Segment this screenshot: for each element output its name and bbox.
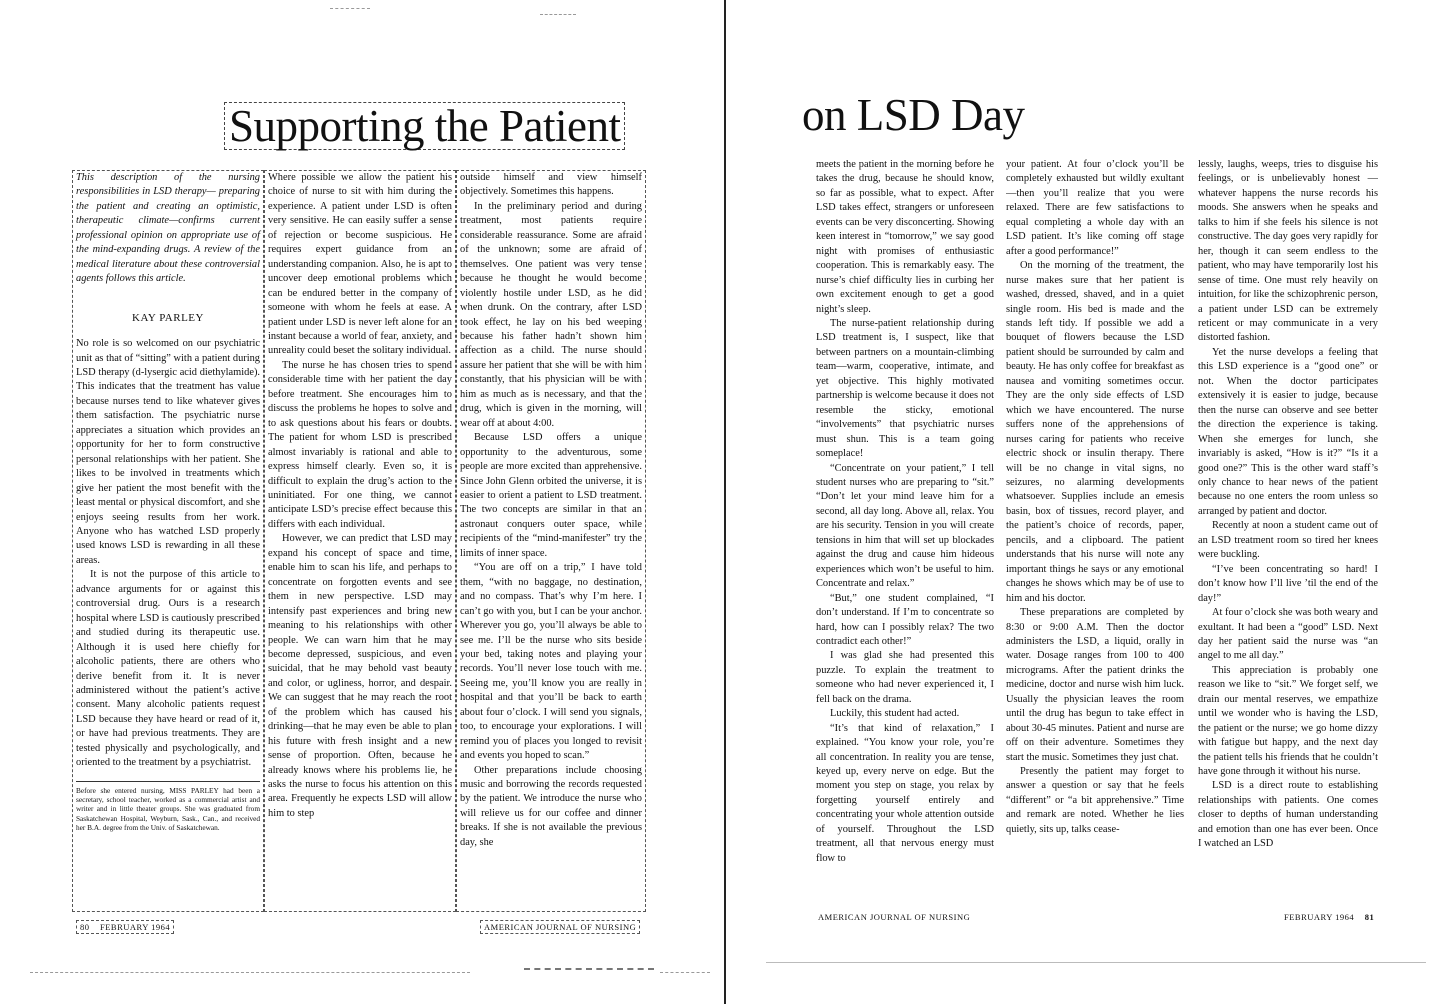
- article-title-right: on LSD Day: [802, 90, 1025, 140]
- body-paragraph: outside himself and view himself objectively. Sometimes this happens.: [460, 172, 642, 198]
- journal-name-right: AMERICAN JOURNAL OF NURSING: [818, 912, 971, 922]
- body-paragraph: “I’ve been concentrating so hard! I don’t know how I’ll live ’til the end of the day!”: [1198, 563, 1378, 604]
- body-paragraph: The nurse he has chosen tries to spend considerable time with her patient the day before treatment. She encourages him to discuss the problems he hopes to solve and to ask questions about his fears or doubts. The patient for whom LSD is prescribed almost invariably is rational and able to express himself clearly. Even so, it is difficult to explain the drug’s action to the uninitiated. For one thing, we cannot anticipate LSD’s precise effect because this differs with each individual.: [268, 359, 452, 530]
- issue-date-left: FEBRUARY 1964: [100, 922, 171, 932]
- binding-gutter: [716, 0, 736, 1004]
- body-paragraph: Where possible we allow the patient his choice of nurse to sit with him during the experience. A patient under LSD is often very sensitive. He can easily suffer a sense of rejection or become suspicious. He requires expert guidance from an understanding companion. Also, he is apt to uncover deep emotional problems which can be endured better in the company of someone with whom he feels at ease. A patient under LSD is never left alone for an instant because a world of fear, anxiety, and unreality could beset the solitary individual.: [268, 172, 452, 357]
- body-paragraph: In the preliminary period and during treatment, most patients require considerable reassurance. Some are afraid of the unknown; some are afraid of themselves. One patient was very tense because he thought he would become violently hostile under LSD, as he did when drunk. On the contrary, after LSD took effect, he lay on his bed weeping because his father hadn’t shown him affection as a child. The nurse should assure her patient that she will be with him constantly, that his physician will be with him as much as is necessary, and that the drug, which is given in the morning, will wear off at about 4:00.: [460, 200, 642, 429]
- abstract-text: This description of the nursing responsibilities in LSD therapy— preparing the patient and creating an optimistic, therapeutic climate—confirms current professional opinion on appropriate use of the mind-expanding drugs. A review of the medical literature about these controversial agents follows this article.: [76, 172, 260, 285]
- body-paragraph: “Concentrate on your patient,” I tell student nurses who are preparing to “sit.” “Don’t let your mind leave him for a second, all day long. Above all, relax. You are his security. Tension in you will create tensions in him that will set up blockades against the drug and cause him hideous experiences which won’t be useful to him. Concentrate and relax.”: [816, 462, 994, 590]
- column-3-body: [456, 170, 646, 912]
- journal-name-left: AMERICAN JOURNAL OF NURSING: [480, 920, 640, 934]
- body-paragraph: “You are off on a trip,” I have told them, “with no baggage, no destination, and no compass. That’s why I’m here. I can’t go with you, but I can be your anchor. Wherever you go, you’ll always be able to see me. I’ll be the nurse who sits beside your bed, taking notes and playing your records. You’ll never lose touch with me. Seeing me, you’ll know you are really in hospital and that you’ll be back to earth about four o’clock. I will send you signals, too, to encourage your explorations. I will remind you of places you longed to revisit and events you hoped to scan.”: [460, 562, 642, 762]
- column-2-body: [264, 170, 456, 912]
- binding-edge: [724, 0, 726, 1004]
- abstract-column: [72, 170, 264, 912]
- right-column-3-body: [1198, 158, 1378, 888]
- page-number-left: 80: [80, 922, 90, 932]
- issue-date-right: FEBRUARY 1964: [1284, 912, 1355, 922]
- body-paragraph: Because LSD offers a unique opportunity to the adventurous, some people are more excited than apprehensive. Since John Glenn orbited the universe, it is easier to orient a patient to LSD treatment. The two concepts are similar in that an astronaut conquers outer space, while recipients of the “mind-manifester” try the limits of inner space.: [460, 432, 642, 559]
- body-paragraph: The nurse-patient relationship during LSD treatment is, I suspect, like that between partners on a mountain-climbing team—warm, cooperative, intimate, and yet objective. This highly motivated partnership is welcome because it does not resemble the sticky, emotional “involvements” that psychiatric nurses must shun. This is a team going someplace!: [816, 317, 994, 460]
- body-paragraph: your patient. At four o’clock you’ll be completely exhausted but wildly exultant—then you’ll realize that you were relaxed. There are few satisfactions to equal completing a whole day with an LSD patient. It’s like coming off stage after a good performance!”: [1006, 159, 1184, 257]
- body-paragraph: It is not the purpose of this article to advance arguments for or against this controversial drug. Ours is a research hospital where LSD is cautiously prescribed and studied during its therapeutic use. Although it is used here chiefly for alcoholic patients, there are others who derive benefit from it. It is never administered without the patient’s active consent. Many alcoholic patients request LSD because they have heard or read of it, or have had previous treatments. They are tested physically and psychologically, and oriented to the treatment by a psychiatrist.: [76, 569, 260, 769]
- right-page: [736, 0, 1456, 1004]
- folio-left: [76, 920, 174, 934]
- left-page: [0, 0, 716, 1004]
- body-paragraph: These preparations are completed by 8:30 or 9:00 A.M. Then the doctor administers the LSD, a liquid, orally in water. Dosage ranges from 100 to 400 micrograms. After the patient drinks the medicine, doctor and nurse wish him luck. Usually the physician leaves the room until the drug has begun to take effect in about 30-45 minutes. Patient and nurse are off on their adventure. Sometimes they start the music. Sometimes they just chat.: [1006, 607, 1184, 763]
- body-paragraph: Yet the nurse develops a feeling that this LSD experience is a “good one” or not. When the doctor participates extensively it is easier to judge, because then the nurse can observe and see better the direction the experience is taking. When she emerges for lunch, she invariably is asked, “How is it?” “Is it a good one?” This is the other ward staff’s only chance to hear news of the patient because no one enters the room unless so arranged by patient and doctor.: [1198, 346, 1378, 517]
- folio-right: [1284, 912, 1374, 922]
- page-number-right: 81: [1364, 912, 1375, 922]
- body-paragraph: “It’s that kind of relaxation,” I explained. “You know your role, you’re all concentration. In reality you are tense, keyed up, every nerve on edge. But the moment you step on stage, you relax by forgetting yourself entirely and concentrating your whole attention outside of yourself. Throughout the LSD treatment, all that nervous energy must flow to: [816, 722, 994, 864]
- body-paragraph: I was glad she had presented this puzzle. To explain the treatment to someone who had never experienced it, I fell back on the drama.: [816, 650, 994, 705]
- column-1-body: [76, 337, 260, 771]
- body-paragraph: lessly, laughs, weeps, tries to disguise his feelings, or is unbelievably honest —whatever happens the nurse records his moods. She answers when he speaks and talks to him if she feels his silence is not constructive. The day goes very rapidly for her, though it can seem endless to the patient, who may have temporarily lost his sense of time. One must rely heavily on intuition, for like the schizophrenic person, a patient under LSD can be extremely reticent or may communicate in a very distorted fashion.: [1198, 159, 1378, 344]
- body-paragraph: “But,” one student complained, “I don’t understand. If I’m to concentrate so hard, how can I possibly relax? The two contradict each other!”: [816, 592, 994, 647]
- body-paragraph: On the morning of the treatment, the nurse makes sure that her patient is washed, dressed, shaved, and in a quiet single room. His bed is made and the stands left tidy. If possible we add a bouquet of flowers because the LSD patient should be surrounded by calm and beauty. He has only coffee for breakfast as nausea and vomiting sometimes occur. They are the only side effects of LSD which we have encountered. The nurse suffers none of the apprehensions of nurses caring for patients who receive electric shock or insulin therapy. There will be no change in vital signs, no seizures, no alarming developments whatsoever. Supplies include an emesis basin, box of tissues, record player, and the patient’s choice of records, paper, pencils, and a clipboard. The patient understands that his nurse will note any important things he says or any emotional changes he shows which may be of use to him and his doctor.: [1006, 260, 1184, 604]
- body-paragraph: LSD is a direct route to establishing relationships with patients. One comes closer to depths of human understanding and emotion than one has ever been. Once I watched an LSD: [1198, 780, 1378, 850]
- article-title-left: Supporting the Patient: [224, 102, 625, 150]
- body-paragraph: At four o’clock she was both weary and exultant. It had been a “good” LSD. Next day her patient said the nurse was “an angel to me all day.”: [1198, 607, 1378, 662]
- right-column-1-body: [816, 158, 994, 888]
- body-paragraph: Recently at noon a student came out of an LSD treatment room so tired her knees were buckling.: [1198, 520, 1378, 561]
- author-name: KAY PARLEY: [132, 311, 204, 324]
- body-paragraph: Presently the patient may forget to answer a question or say that he feels “different” or “a bit apprehensive.” Time and remark are noted. Whether he lies quietly, sits up, talks cease-: [1006, 766, 1184, 835]
- body-paragraph: Luckily, this student had acted.: [830, 708, 960, 720]
- author-bio: Before she entered nursing, MISS PARLEY had been a secretary, school teacher, worked as a commercial artist and writer and in little theater groups. She was graduated from Saskatchewan Hospital, Weyburn, Sask., Can., and received her B.A. degree from the Univ. of Saskatchewan.: [76, 781, 260, 832]
- body-paragraph: No role is so welcomed on our psychiatric unit as that of “sitting” with a patient during LSD therapy (d-lysergic acid diethylamide). This indicates that the treatment has value because nurses tend to like whatever gives them satisfaction. The psychiatric nurse appreciates a situation which provides an opportunity for her to form constructive personal relationships with her patient. She likes to be involved in treatments which give her patient the most benefit with the least mental or physical discomfort, and she enjoys seeing results from her work. Anyone who has watched LSD properly used knows LSD is rewarding in all these areas.: [76, 338, 260, 566]
- body-paragraph: meets the patient in the morning before he takes the drug, because he should know, so far as possible, what to expect. After LSD takes effect, strangers or unforeseen events can be very disconcerting. Showing keen interest in “tomorrow,” we say good night with promises of enthusiastic cooperation. This is remarkably easy. The nurse’s chief difficulty lies in curbing her own excitement enough to get a good night’s sleep.: [816, 159, 994, 315]
- body-paragraph: Other preparations include choosing music and borrowing the records requested by the patient. We introduce the nurse who will relieve us for our coffee and dinner breaks. If she is not available the previous day, she: [460, 764, 642, 848]
- right-column-2-body: [1006, 158, 1184, 888]
- body-paragraph: This appreciation is probably one reason we like to “sit.” We forget self, we drain our mental reserves, we empathize until we wonder who is having the LSD, the patient or the nurse; we go home dizzy with fatigue but happy, and the next day the patient tells his friends that he couldn’t have gone through it without his nurse.: [1198, 664, 1378, 778]
- body-paragraph: However, we can predict that LSD may expand his concept of space and time, enable him to scan his life, and perhaps to concentrate on forgotten events and see them in new perspective. LSD may intensify past experiences and bring new meaning to his relationships with other people. We can warn him that he may become depressed, suspicious, and even suicidal, that he may behold vast beauty and color, or ugliness, horror, and despair. We can suggest that he may reach the root of the problem which has caused his drinking—that he may even be able to plan his future with fresh insight and a new sense of proportion. Often, because he already knows where his problems lie, he asks the nurse to focus his attention on this area. Frequently he expects LSD will allow him to step: [268, 533, 452, 819]
